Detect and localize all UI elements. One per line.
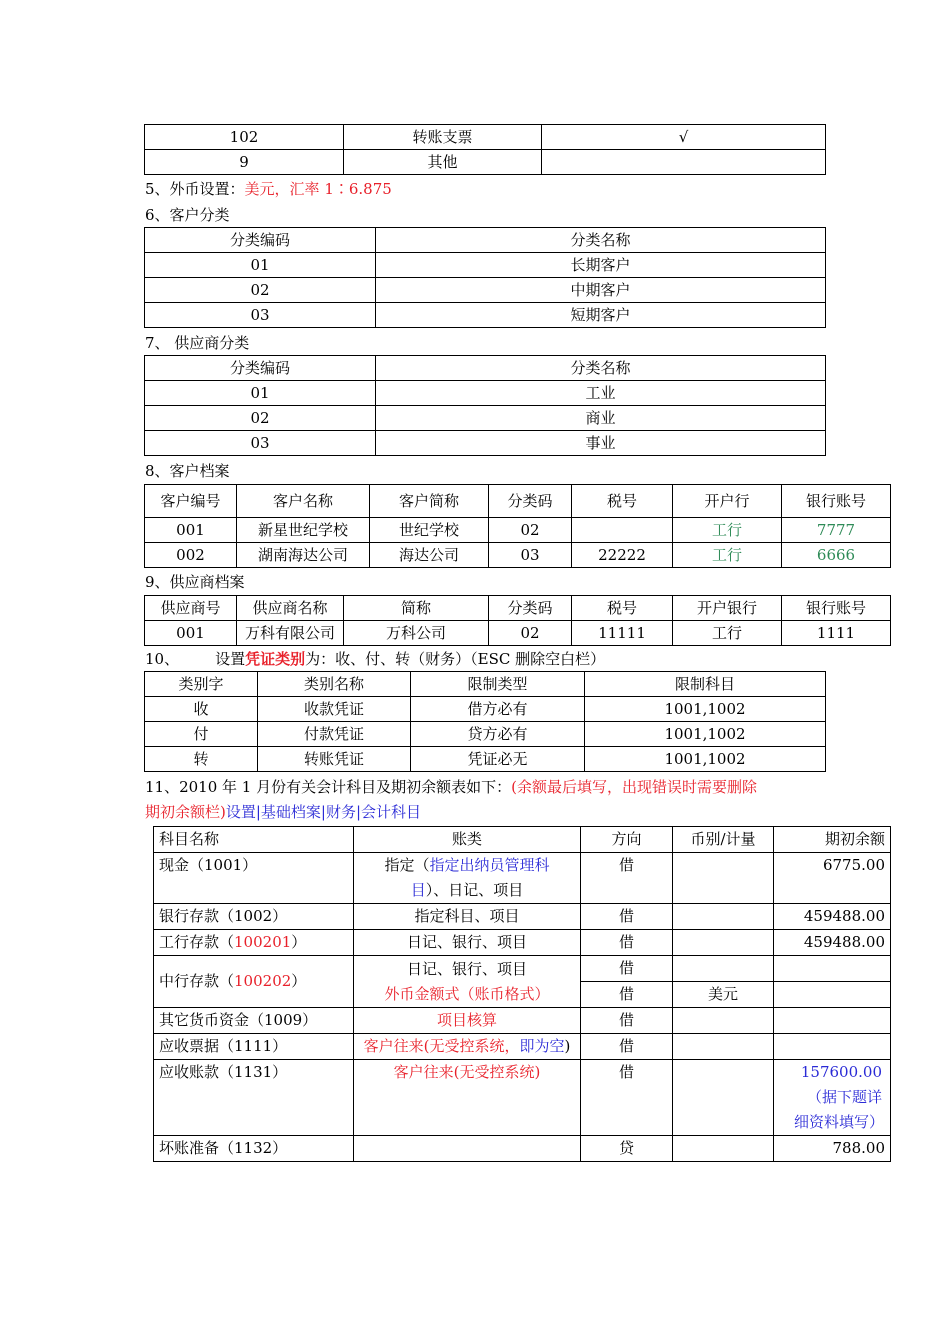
section-11-note: (余额最后填写，出现错误时需要删除	[511, 778, 757, 796]
balance-note: （据下题详细资料填写）	[794, 1088, 885, 1131]
table-row	[145, 518, 891, 543]
table-cell: 收	[145, 697, 258, 722]
table-row	[145, 253, 826, 278]
table-cell: 新星世纪学校	[237, 518, 370, 543]
header-cell: 开户行	[673, 485, 782, 518]
table-cell: 02	[489, 621, 572, 646]
account-name	[154, 956, 354, 1008]
table-header-row	[145, 596, 891, 621]
table-cell	[572, 518, 673, 543]
table-row	[145, 381, 826, 406]
table-cell: √	[542, 125, 826, 150]
header-cell: 税号	[572, 485, 673, 518]
table-cell: 6666	[782, 543, 891, 568]
direction: 借	[581, 956, 673, 982]
table-row	[145, 278, 826, 303]
section-11-line-1	[145, 775, 757, 799]
account-type-highlight: 指定出纳员管理科目	[410, 856, 550, 899]
table-cell: 工行	[673, 543, 782, 568]
direction: 借	[581, 1034, 673, 1060]
table-cell: 22222	[572, 543, 673, 568]
table-cell: 付款凭证	[258, 722, 411, 747]
account-name-post: ）	[291, 972, 307, 990]
table-row	[145, 150, 826, 175]
header-cell: 分类编码	[145, 228, 376, 253]
header-cell: 客户名称	[237, 485, 370, 518]
header-cell: 分类编码	[145, 356, 376, 381]
section-6-title: 6、客户分类	[145, 206, 230, 224]
header-cell: 限制类型	[411, 672, 585, 697]
opening-balance	[774, 982, 891, 1008]
account-type: 日记、银行、项目	[354, 930, 581, 956]
account-name: 坏账准备（1132）	[154, 1136, 354, 1162]
table-cell: 贷方必有	[411, 722, 585, 747]
opening-balance	[774, 956, 891, 982]
table-cell: 102	[145, 125, 344, 150]
opening-balance: 459488.00	[774, 930, 891, 956]
table-cell: 转账支票	[344, 125, 542, 150]
table-cell: 01	[145, 253, 376, 278]
section-9-title: 9、供应商档案	[145, 573, 245, 591]
header-cell: 方向	[581, 827, 673, 853]
table-row	[154, 853, 891, 904]
account-code: 100201	[234, 933, 292, 951]
table-cell: 工业	[376, 381, 826, 406]
direction: 借	[581, 982, 673, 1008]
table-cell: 02	[145, 406, 376, 431]
table-cell: 03	[489, 543, 572, 568]
account-type: 指定科目、项目	[354, 904, 581, 930]
account-type-post: ）、日记、项目	[425, 881, 524, 899]
opening-balance: 6775.00	[774, 853, 891, 904]
table-cell: 万科公司	[344, 621, 489, 646]
header-cell: 银行账号	[782, 596, 891, 621]
currency	[673, 853, 774, 904]
table-cell: 9	[145, 150, 344, 175]
header-cell: 期初余额	[774, 827, 891, 853]
direction: 借	[581, 930, 673, 956]
table-cell: 002	[145, 543, 237, 568]
table-row	[154, 1034, 891, 1060]
section-10-pre: 设置	[215, 650, 246, 668]
account-name: 现金（1001）	[154, 853, 354, 904]
account-type-end: )	[564, 1037, 571, 1055]
balance-value: 157600.00	[800, 1063, 882, 1081]
section-10-line	[145, 647, 605, 671]
header-cell: 客户简称	[370, 485, 489, 518]
voucher-type-highlight: 凭证类别	[245, 650, 306, 668]
table-cell: 工行	[673, 621, 782, 646]
table-cell: 1001,1002	[585, 747, 826, 772]
header-cell: 分类名称	[376, 228, 826, 253]
account-type-highlight: 即为空	[519, 1037, 565, 1055]
table-cell: 02	[489, 518, 572, 543]
table-cell: 01	[145, 381, 376, 406]
header-cell: 供应商号	[145, 596, 237, 621]
section-5-label: 5、外币设置：	[145, 180, 245, 198]
header-cell: 税号	[572, 596, 673, 621]
account-code: 100202	[234, 972, 292, 990]
table-cell: 转	[145, 747, 258, 772]
table-row	[145, 543, 891, 568]
account-type	[354, 853, 581, 904]
opening-balance	[774, 1008, 891, 1034]
account-name-post: ）	[291, 933, 307, 951]
table-cell: 03	[145, 303, 376, 328]
table-row	[154, 930, 891, 956]
direction: 借	[581, 1008, 673, 1034]
table-row	[154, 1136, 891, 1162]
currency	[673, 1008, 774, 1034]
section-8-title: 8、客户档案	[145, 462, 230, 480]
currency	[673, 1034, 774, 1060]
account-type-line: 日记、银行、项目	[406, 959, 527, 978]
account-type	[354, 1034, 581, 1060]
table-cell: 借方必有	[411, 697, 585, 722]
table-row	[145, 747, 826, 772]
table-cell: 其他	[344, 150, 542, 175]
menu-path: 设置|基础档案|财务|会计科目	[225, 803, 422, 821]
direction: 借	[581, 1060, 673, 1136]
table-cell: 7777	[782, 518, 891, 543]
table-cell: 海达公司	[370, 543, 489, 568]
table-row	[154, 1008, 891, 1034]
account-name: 应收账款（1131）	[154, 1060, 354, 1136]
table-cell: 11111	[572, 621, 673, 646]
supplier-class-table	[144, 355, 826, 456]
table-cell: 世纪学校	[370, 518, 489, 543]
customer-class-table	[144, 227, 826, 328]
table-row	[145, 431, 826, 456]
table-header-row	[145, 356, 826, 381]
table-header-row	[145, 228, 826, 253]
account-name: 银行存款（1002）	[154, 904, 354, 930]
voucher-type-table	[144, 671, 826, 772]
table-cell: 万科有限公司	[237, 621, 344, 646]
opening-balance: 788.00	[774, 1136, 891, 1162]
header-cell: 类别字	[145, 672, 258, 697]
table-cell: 转账凭证	[258, 747, 411, 772]
direction: 借	[581, 904, 673, 930]
table-cell: 1001,1002	[585, 697, 826, 722]
section-11-line-2	[145, 800, 421, 824]
customer-archive-table	[144, 484, 891, 568]
settlement-table	[144, 124, 826, 175]
section-11-intro: 11、2010 年 1 月份有关会计科目及期初余额表如下：	[145, 778, 512, 796]
header-cell: 客户编号	[145, 485, 237, 518]
table-header-row	[154, 827, 891, 853]
header-cell: 银行账号	[782, 485, 891, 518]
header-cell: 类别名称	[258, 672, 411, 697]
table-row	[145, 303, 826, 328]
header-cell: 限制科目	[585, 672, 826, 697]
table-cell: 付	[145, 722, 258, 747]
header-cell: 账类	[354, 827, 581, 853]
currency	[673, 1136, 774, 1162]
table-row	[145, 406, 826, 431]
table-cell: 03	[145, 431, 376, 456]
section-7-title: 7、 供应商分类	[145, 334, 250, 352]
account-type-line: 外币金额式（账币格式）	[384, 984, 550, 1003]
account-type	[354, 1136, 581, 1162]
account-name-pre: 中行存款（	[159, 972, 235, 990]
opening-balance	[774, 1034, 891, 1060]
currency-setting: 美元，汇率 1∶6.875	[244, 180, 392, 198]
currency	[673, 904, 774, 930]
header-cell: 分类码	[489, 596, 572, 621]
table-header-row	[145, 485, 891, 518]
accounts-table	[153, 826, 891, 1162]
opening-balance: 459488.00	[774, 904, 891, 930]
table-cell: 001	[145, 518, 237, 543]
table-cell: 中期客户	[376, 278, 826, 303]
section-5-line	[145, 177, 392, 201]
table-cell	[542, 150, 826, 175]
table-row	[154, 1060, 891, 1136]
section-10-post: 为：收、付、转（财务）（ESC 删除空白栏）	[305, 650, 606, 668]
table-cell: 收款凭证	[258, 697, 411, 722]
header-cell: 币别/计量	[673, 827, 774, 853]
table-cell: 短期客户	[376, 303, 826, 328]
account-name-pre: 工行存款（	[159, 933, 235, 951]
account-type-pre: 客户往来(无受控系统，	[363, 1037, 520, 1055]
table-cell: 02	[145, 278, 376, 303]
table-header-row	[145, 672, 826, 697]
supplier-archive-table	[144, 595, 891, 646]
account-type	[354, 956, 581, 1008]
header-cell: 开户银行	[673, 596, 782, 621]
header-cell: 供应商名称	[237, 596, 344, 621]
account-name	[154, 930, 354, 956]
account-name: 应收票据（1111）	[154, 1034, 354, 1060]
table-cell: 工行	[673, 518, 782, 543]
account-type-pre: 指定（	[384, 856, 430, 874]
table-cell: 凭证必无	[411, 747, 585, 772]
table-row	[154, 956, 891, 982]
currency: 美元	[673, 982, 774, 1008]
table-row	[145, 697, 826, 722]
currency	[673, 1060, 774, 1136]
account-type: 项目核算	[354, 1008, 581, 1034]
header-cell: 简称	[344, 596, 489, 621]
header-cell: 分类名称	[376, 356, 826, 381]
direction: 贷	[581, 1136, 673, 1162]
table-cell: 1111	[782, 621, 891, 646]
header-cell: 分类码	[489, 485, 572, 518]
table-cell: 1001,1002	[585, 722, 826, 747]
direction: 借	[581, 853, 673, 904]
account-type: 客户往来(无受控系统)	[354, 1060, 581, 1136]
opening-balance	[774, 1060, 891, 1136]
table-cell: 001	[145, 621, 237, 646]
table-cell: 湖南海达公司	[237, 543, 370, 568]
table-row	[145, 621, 891, 646]
table-cell: 长期客户	[376, 253, 826, 278]
currency	[673, 956, 774, 982]
table-row	[154, 904, 891, 930]
table-row	[145, 125, 826, 150]
section-11-note-cont: 期初余额栏)	[145, 803, 226, 821]
section-10-number: 10、	[145, 650, 180, 668]
table-row	[145, 722, 826, 747]
currency	[673, 930, 774, 956]
table-cell: 事业	[376, 431, 826, 456]
table-cell: 商业	[376, 406, 826, 431]
account-name: 其它货币资金（1009）	[154, 1008, 354, 1034]
header-cell: 科目名称	[154, 827, 354, 853]
